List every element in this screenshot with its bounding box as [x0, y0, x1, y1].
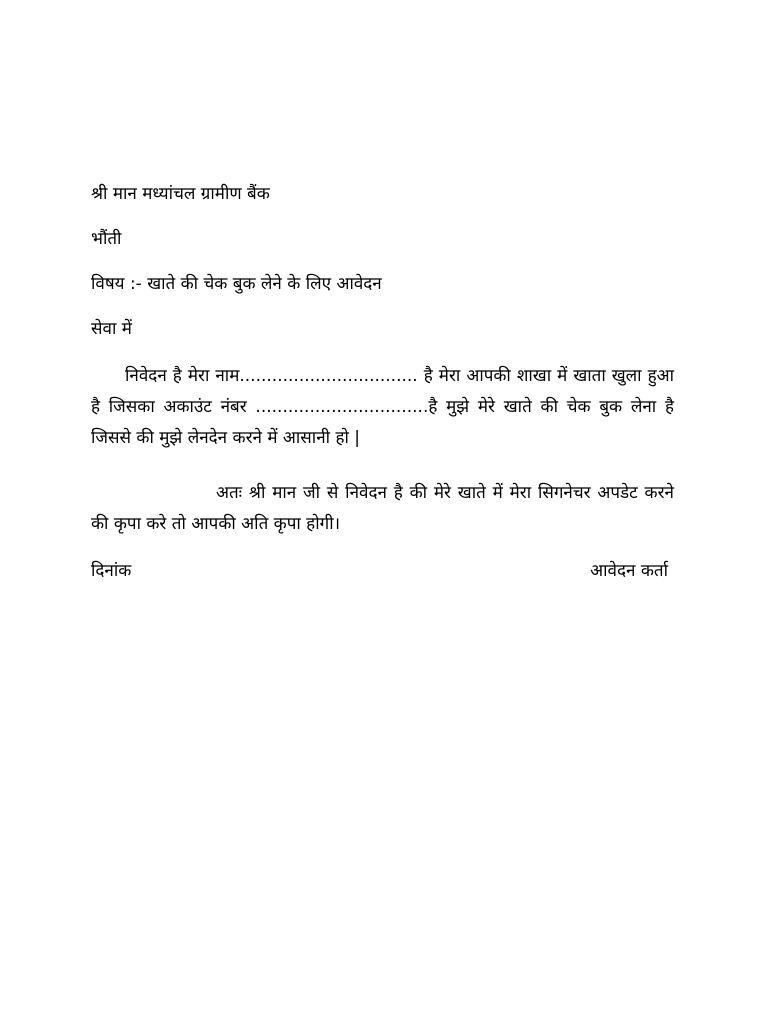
body-paragraph-2: अतः श्री मान जी से निवेदन है की मेरे खाते में मेरा सिगनेचर अपडेट करने की कृपा करे तो आपकी अति कृपा होगी।	[91, 483, 674, 534]
applicant-label: आवेदन कर्ता	[590, 561, 668, 581]
subject-line: विषय :- खाते की चेक बुक लेने के लिए आवेदन	[91, 274, 382, 294]
date-label: दिनांक	[91, 561, 132, 581]
addressee-line: श्री मान मध्यांचल ग्रामीण बैंक	[91, 184, 270, 204]
body-paragraph-1: निवेदन है मेरा नाम................................. है मेरा आपकी शाखा में खाता खुला हुआ है जिसका अकाउंट नंबर ................................है मुझे मेरे खाते की चेक बुक लेना है जिससे की मुझे लेनदेन करने में आसानी हो |	[91, 366, 674, 448]
salutation-line: सेवा में	[91, 319, 132, 339]
place-line: भौंती	[91, 229, 122, 249]
